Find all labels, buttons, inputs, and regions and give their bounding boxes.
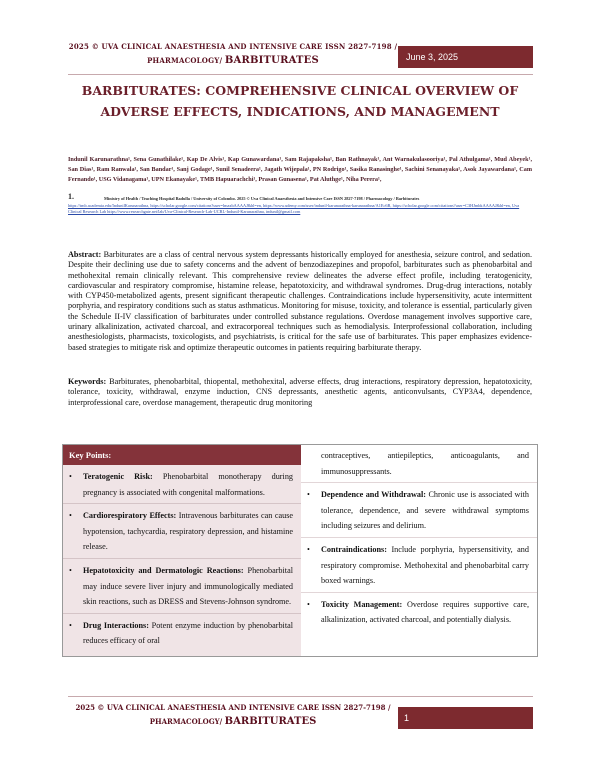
journal-header-text: [68, 40, 398, 68]
bullet-icon: •: [307, 599, 310, 609]
key-point-text: Potent enzyme induction by phenobarbital reduces efficacy of oral: [83, 620, 294, 646]
key-points-box: [62, 444, 538, 657]
abstract: [68, 250, 532, 353]
journal-header-line1: 2025 © UVA CLINICAL ANAESTHESIA AND INTENSIVE CARE ISSN 2827-7198 /: [68, 42, 398, 51]
affiliation-text: Ministry of Health / Teaching Hospital Badulla / University of Colombo. 2025 © Uva Clinical Anaesthesia and Intensive Care ISSN 2827-7198 / Pharmacology / Barbiturates: [104, 196, 420, 201]
bullet-icon: •: [69, 565, 72, 575]
bullet-icon: •: [307, 490, 310, 500]
key-point-text: Include porphyria, hypersensitivity, and respiratory compromise. Methohexital and phenobarbital carry boxed warnings.: [321, 544, 529, 586]
key-point-item: [301, 483, 537, 538]
page-footer: [68, 699, 533, 733]
key-point-text: Phenobarbital may induce severe liver injury and immunologically mediated skin reactions, such as DRESS and Stevens-Johnson syndrome.: [83, 565, 293, 607]
key-point-label: Teratogenic Risk:: [83, 472, 153, 481]
key-point-continuation: contraceptives, antiepileptics, anticoagulants, and immunosuppressants.: [301, 445, 537, 483]
key-point-item: [63, 504, 301, 559]
abstract-text: Barbiturates are a class of central nervous system depressants historically employed for anesthesia, seizure control, and sedation. Despite their declining use due to safety concerns and the advent of benzodiazepines and propofol, barbiturates such as phenobarbital and methohexital remain clinically relevant. This comprehensive review delineates the adverse effect profile, including teratogenicity, cardiovascular and respiratory compromise, histamine release, hepatotoxicity, and withdrawal syndromes. Drug-drug interactions, notably with CYP450-metabolized agents, present significant therapeutic challenges. Contraindications include hypersensitivity, acute intermittent porphyria, and respiratory conditions such as status asthmaticus. Monitoring for misuse, toxicity, and tolerance is essential, particularly given the Schedule II-IV classification of barbiturates under controlled substance regulations. Overdose management involves supportive care, urinary alkalinization, activated charcoal, and extracorporeal techniques such as hemodialysis. Interprofessional collaboration, including anesthesiologists, pharmacists, toxicologists, and psychiatrists, is critical for the safe use of barbiturates. This paper emphasizes evidence-based strategies to mitigate risk and optimize therapeutic outcomes in patients requiring barbiturate therapy.: [68, 250, 532, 352]
author-links[interactable]: https://tmb.academia.edu/IndunilKarunarathna, https://scholar.google.com/citations?user=lmaxbAAAAJ&hl=en, https://www.udemy.com/user/indunil-karunarathna-karunarathna/A1Ec6B, https://scholar.google.com/citations?user=C3HJmbkAAAAJ&hl=en, Uva Clinical Research Lab https://www.researchgate.net/lab/Uva-Clinical-Research-Lab-UCRL-Indunil-Karunarathna, indunil@gmail.com: [68, 202, 520, 215]
key-point-item: [63, 559, 301, 614]
abstract-label: Abstract:: [68, 250, 102, 259]
journal-footer-line1: 2025 © UVA CLINICAL ANAESTHESIA AND INTENSIVE CARE ISSN 2827-7198 /: [75, 703, 391, 712]
bullet-icon: •: [69, 620, 72, 630]
journal-section: PHARMACOLOGY/: [149, 717, 225, 726]
page-number: 1: [398, 707, 533, 729]
affiliation-block: [68, 192, 532, 216]
bullet-icon: •: [69, 511, 72, 521]
journal-topic: BARBITURATES: [224, 55, 319, 66]
key-point-label: Toxicity Management:: [321, 599, 403, 609]
affiliation-number: 1.: [68, 192, 74, 201]
journal-section: PHARMACOLOGY/: [147, 56, 225, 65]
keywords: [68, 377, 532, 408]
keywords-label: Keywords:: [68, 377, 107, 386]
author-list: Indunil Karunarathna¹, Sena Gunathilake¹, Kap De Alvis¹, Kap Gunawardana¹, Sam Rajapaksha¹, Ban Rathnayak¹, Ant Warnakulasooriya¹, Pal Athulgama¹, Mud Abeyek¹, San Dias¹, Ram Ranwala¹, San Bandar¹, Sanj Godage¹, Sunil Senadeera¹, Jagath Wijepala¹, PN Rodrigo¹, Sasika Ranasinghe¹, Sachini Senanayaka¹, Asok Jayawardana¹, Cam Fernando¹, USG Vidanagama¹, UPN Ekanayake¹, TMB Hapuarachchi¹, Prasan Gunasena¹, Pat Aluthge¹, Niha Perera¹,: [68, 156, 532, 183]
keywords-text: Barbiturates, phenobarbital, thiopental, methohexital, adverse effects, drug interactions, respiratory depression, hepatotoxicity, tolerance, toxicity, withdrawal, enzyme induction, CNS depressants, anesthetic agents, anticonvulsants, CYP3A4, dependence, interprofessional care, overdose management, therapeutic drug monitoring: [68, 377, 532, 407]
key-point-item: [301, 593, 537, 631]
paper-title: BARBITURATES: COMPREHENSIVE CLINICAL OVERVIEW OF ADVERSE EFFECTS, INDICATIONS, AND MANAGEMENT: [81, 83, 519, 119]
key-point-label: Hepatotoxicity and Dermatologic Reactions:: [83, 565, 244, 575]
key-point-item: [63, 465, 301, 504]
key-point-label: Cardiorespiratory Effects:: [83, 511, 177, 521]
journal-footer-text: [68, 701, 398, 729]
key-points-heading: Key Points:: [63, 445, 301, 465]
key-point-text: Phenobarbital monotherapy during pregnancy is associated with congenital malformations.: [83, 472, 294, 497]
publication-date: June 3, 2025: [398, 46, 533, 68]
journal-footer-line2: [68, 715, 398, 729]
key-point-text: Overdose requires supportive care, alkalinization, activated charcoal, and potentially dialysis.: [321, 599, 529, 625]
key-point-item: [63, 614, 301, 652]
key-point-item: [301, 538, 537, 593]
key-points-right-column: [301, 445, 537, 656]
bullet-icon: •: [69, 472, 72, 481]
journal-topic: BARBITURATES: [224, 716, 317, 727]
key-points-left-column: [63, 445, 301, 656]
page-header: [68, 38, 533, 72]
key-point-label: Contraindications:: [321, 544, 387, 554]
key-point-text: Chronic use is associated with tolerance, dependence, and severe withdrawal symptoms including seizures and delirium.: [321, 490, 529, 531]
footer-divider: [68, 696, 533, 697]
journal-header-line2: [68, 54, 398, 68]
header-divider: [68, 74, 533, 75]
key-point-label: Drug Interactions:: [83, 620, 149, 630]
key-point-label: Dependence and Withdrawal:: [321, 490, 427, 500]
key-point-text: Intravenous barbiturates can cause hypotension, tachycardia, respiratory depression, and histamine release.: [83, 511, 294, 552]
bullet-icon: •: [307, 544, 310, 554]
